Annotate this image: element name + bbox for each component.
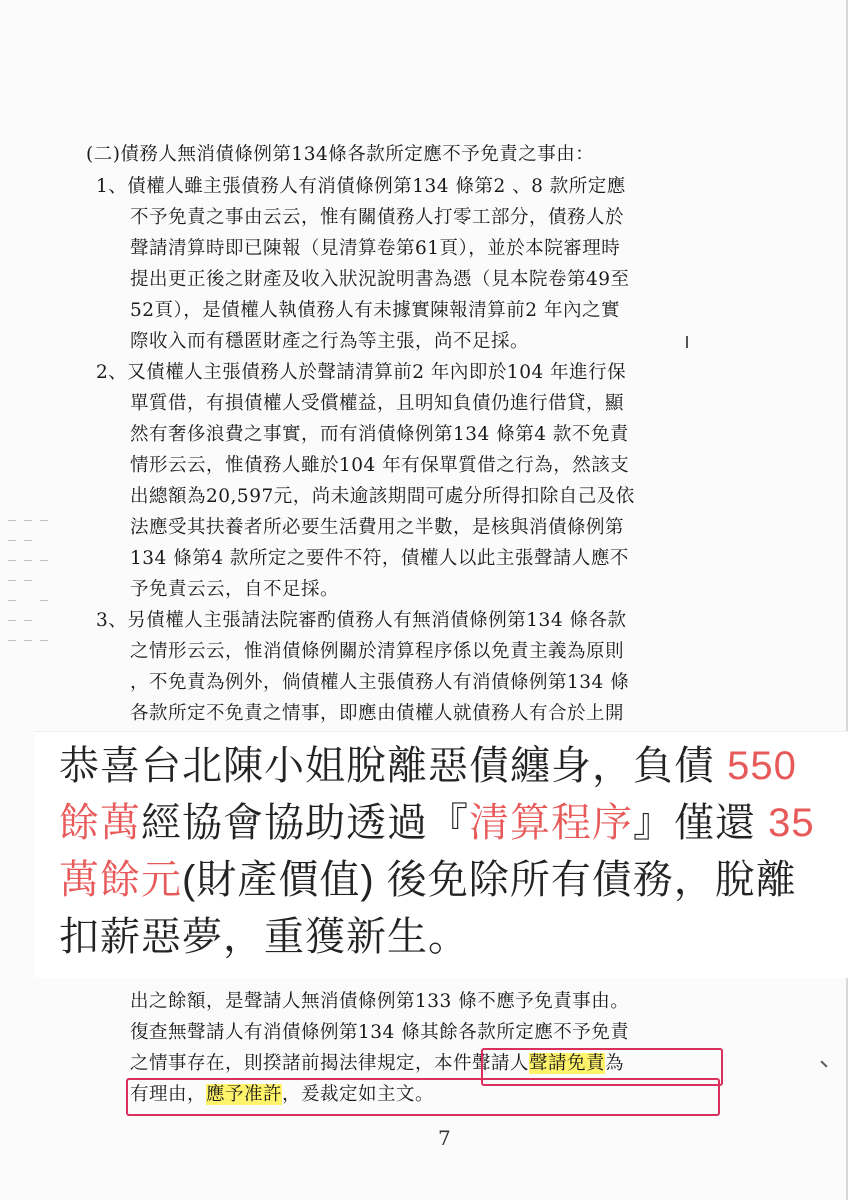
item3-line: 之情形云云，惟消債條例關於清算程序係以免責主義為原則 bbox=[130, 641, 625, 662]
notice-text: 』僅還 bbox=[633, 801, 769, 845]
item2-line: 情形云云，惟債務人雖於104 年有保單質借之行為，然該支 bbox=[130, 455, 630, 476]
tail-line: 復查無聲請人有消債條例第134 條其餘各款所定應不予免責 bbox=[130, 1022, 630, 1043]
item1-line: 提出更正後之財產及收入狀況說明書為憑（見本院卷第49至 bbox=[130, 269, 630, 290]
notice-repaid-amount: 35 bbox=[768, 801, 815, 845]
tail-text: 之情事存在，則揆諸前揭法律規定， bbox=[130, 1053, 435, 1074]
pen-mark bbox=[686, 336, 688, 348]
notice-text: 恭喜台北陳小姐脫離惡債纏身，負債 bbox=[59, 744, 728, 788]
highlight-approved: 應予准許 bbox=[206, 1084, 283, 1105]
notice-line bbox=[59, 852, 797, 908]
item1-line: 際收入而有穩匿財產之行為等主張，尚不足採。 bbox=[130, 331, 530, 352]
notice-text: (財產價值) 後免除所有債務，脫離 bbox=[182, 858, 797, 902]
item1-line: 1、債權人雖主張債務人有消債條例第134 條第2 、8 款所定應 bbox=[96, 176, 626, 197]
item2-line: 法應受其扶養者所必要生活費用之半數，是核與消債條例第 bbox=[130, 517, 625, 538]
notice-banner bbox=[35, 731, 848, 978]
emphasis-box-lower bbox=[126, 1078, 720, 1116]
item1-line: 聲請清算時即已陳報（見清算卷第61頁），並於本院審理時 bbox=[130, 238, 621, 259]
notice-amount: 550 bbox=[727, 744, 797, 788]
tail-text: ，爰裁定如主文。 bbox=[282, 1084, 435, 1105]
scan-artifact bbox=[4, 518, 56, 668]
item2-line: 然有奢侈浪費之事實，而有消債條例第134 條第4 款不免責 bbox=[130, 424, 629, 445]
tail-line: 出之餘額，是聲請人無消債條例第133 條不應予免責事由。 bbox=[130, 991, 630, 1012]
pen-mark bbox=[820, 1060, 827, 1067]
item2-line: 單質借，有損債權人受償權益，且明知負債仍進行借貸，顯 bbox=[130, 393, 625, 414]
notice-line: 扣薪惡夢，重獲新生。 bbox=[59, 915, 469, 959]
notice-line bbox=[59, 795, 815, 851]
tail-text: 本件聲請人 bbox=[434, 1053, 530, 1074]
item3-line: 3、另債權人主張請法院審酌債務人有無消債條例第134 條各款 bbox=[96, 610, 627, 631]
section-heading: (二)債務人無消債條例第134條各款所定應不予免責之事由： bbox=[86, 144, 595, 165]
item2-line: 予免責云云，自不足採。 bbox=[130, 579, 340, 600]
item1-line: 52頁），是債權人執債務人有未據實陳報清算前2 年內之實 bbox=[130, 300, 620, 321]
page-number: 7 bbox=[438, 1126, 451, 1150]
notice-text: 經協會協助透過『 bbox=[141, 801, 469, 845]
notice-line bbox=[59, 738, 797, 794]
item2-line: 2、又債權人主張債務人於聲請清算前2 年內即於104 年進行保 bbox=[96, 362, 627, 383]
highlight-apply-discharge: 聲請免責 bbox=[529, 1053, 606, 1074]
notice-repaid-unit: 萬餘元 bbox=[59, 858, 182, 902]
item3-line: 各款所定不免責之情事，即應由債權人就債務人有合於上開 bbox=[130, 703, 625, 724]
item3-line: ，不免責為例外，倘債權人主張債務人有消債條例第134 條 bbox=[130, 672, 630, 693]
item1-line: 不予免責之事由云云，惟有關債務人打零工部分，債務人於 bbox=[130, 207, 625, 228]
item2-line: 134 條第4 款所定之要件不符，債權人以此主張聲請人應不 bbox=[130, 548, 629, 569]
notice-procedure: 清算程序 bbox=[469, 801, 633, 845]
notice-amount-unit: 餘萬 bbox=[59, 801, 141, 845]
tail-text: 為 bbox=[605, 1053, 625, 1074]
item2-line: 出總額為20,597元，尚未逾該期間可處分所得扣除自己及依 bbox=[130, 486, 635, 507]
tail-text: 有理由， bbox=[130, 1084, 207, 1105]
